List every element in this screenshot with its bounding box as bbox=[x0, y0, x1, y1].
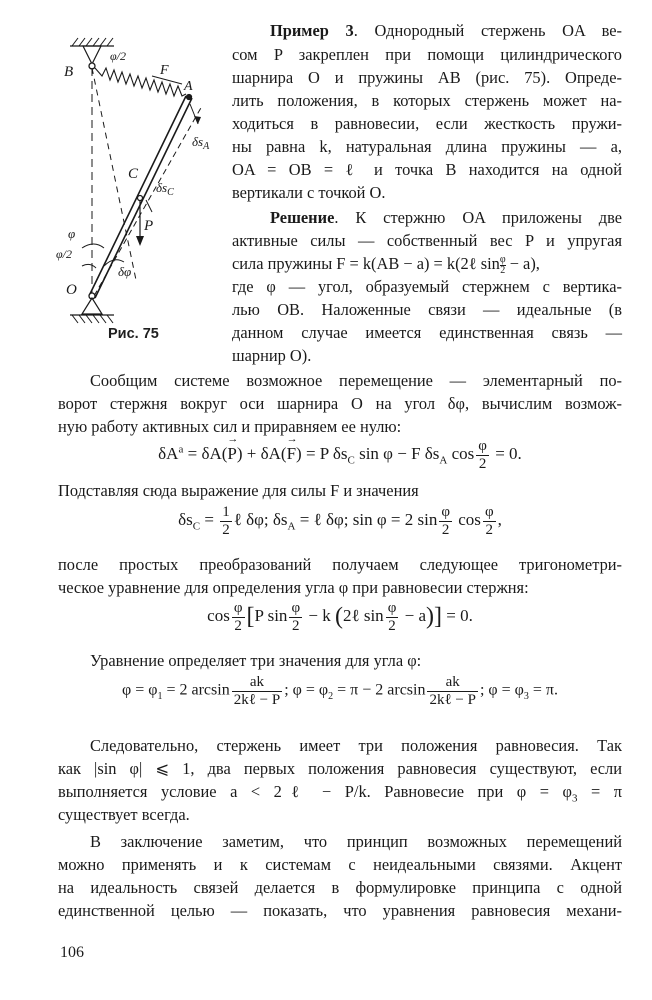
page-number: 106 bbox=[60, 944, 84, 961]
solution-line-2: активные силы — собственный вес P и упругая bbox=[232, 231, 622, 250]
p1-line-3: ную работу активных сил и приравняем ее нулю: bbox=[58, 417, 402, 436]
point-c bbox=[138, 196, 143, 201]
figure-caption: Рис. 75 bbox=[108, 326, 159, 342]
p3-line-1: после простых преобразований получаем следующее тригонометри- bbox=[58, 555, 622, 574]
hinge-o-icon bbox=[82, 298, 102, 314]
ceiling-hatching bbox=[72, 38, 113, 46]
label-o: O bbox=[66, 282, 77, 298]
label-delta-s-c: $\delta s_C$ bbox=[156, 180, 174, 198]
p5-line-3: выполняется условие a < 2ℓ − P/k. Равновесие при $\varphi = \varphi_3 = \pi$ bbox=[58, 782, 622, 805]
example-title: Пример 3 bbox=[270, 21, 354, 40]
delta-sc-arrow bbox=[146, 200, 152, 212]
equation-trig: cos $\frac{\varphi}{2}$ [P sin $\frac{\varphi}{2}$ − k (2ℓ sin $\frac{\varphi}{2}$ − a)] = 0. bbox=[207, 600, 473, 634]
example-line-7: OA = OB = ℓ и точка B находится на одной bbox=[232, 160, 622, 179]
label-phi: φ bbox=[68, 226, 76, 241]
arc-phi bbox=[82, 244, 104, 248]
solution-line-7: шарнир O). bbox=[232, 346, 312, 365]
p5-line-2: как |sin φ| ⩽ 1, два первых положения равновесия существуют, если bbox=[58, 759, 622, 778]
example-line-6: ны равна k, натуральная длина пружины — a, bbox=[232, 137, 622, 156]
p1-line-1: Сообщим системе возможное перемещение — элементарный по- bbox=[90, 371, 622, 390]
label-a: A bbox=[184, 79, 193, 94]
hinge-b-icon bbox=[83, 46, 101, 64]
arc-phi-half-bottom bbox=[82, 264, 96, 268]
example-line-3: шарнира O и пружины AB (рис. 75). Опреде- bbox=[232, 68, 622, 87]
equation-substitutions: $\delta s_C$ = $\frac{1}{2}$ ℓ δφ; $\delta s_A$ = ℓ δφ; sin φ = 2 sin $\frac{\varphi}{2}$ cos $\frac{\varphi}{2}$ , bbox=[178, 504, 502, 538]
spring-ab bbox=[95, 68, 186, 96]
example-line-5: ходиться в равновесии, если жесткость пружи- bbox=[232, 114, 622, 133]
solution-line-3: сила пружины F = k(AB − a) = k(2ℓ sin $\frac{\varphi}{2}$ − a), bbox=[232, 253, 540, 276]
label-p: P bbox=[144, 218, 154, 234]
label-phi-half-bottom: φ/2 bbox=[56, 247, 72, 261]
p3-line-2: ческое уравнение для определения угла φ при равновесии стержня: bbox=[58, 578, 529, 597]
p6-line-3: на идеальность связей делается в формулировке принципа с одной bbox=[58, 878, 622, 897]
p4-line: Уравнение определяет три значения для угла φ: bbox=[90, 651, 422, 670]
figure-75-diagram bbox=[52, 30, 224, 330]
p1-line-2: ворот стержня вокруг оси шарнира O на угол δφ, вычислим возмож- bbox=[58, 394, 622, 413]
equation-virtual-work: $\delta A^a = \delta A(\to P) + \delta A(\to F) = P$ $\delta s_C$ sin φ − F $\delta s_A$ cos $\frac{\varphi}{2}$ = 0. bbox=[58, 438, 622, 472]
example-line-1: Пример 3. Однородный стержень OA ве- bbox=[270, 21, 622, 40]
p5-line-4: существует всегда. bbox=[58, 805, 190, 824]
equation-solutions: $\varphi = \varphi_1 = 2$ arcsin $\frac{ak}{\text{2kℓ − P}}$ ; $\varphi = \varphi_2 = \pi - 2$ arcsin $\frac{ak}{\text{2kℓ − P}}$ ; $\varphi = \varphi_3 = \pi$. bbox=[121, 674, 559, 708]
example-line-4: лить положения, в которых стержень может на- bbox=[232, 91, 622, 110]
p5-line-1: Следовательно, стержень имеет три положения равновесия. Так bbox=[90, 736, 622, 755]
example-line-2: сом P закреплен при помощи цилиндрического bbox=[232, 45, 622, 64]
solution-line-1: Решение. К стержню OA приложены две bbox=[270, 208, 622, 227]
label-delta-s-a: $\delta s_A$ bbox=[192, 134, 210, 152]
label-delta-phi: δφ bbox=[118, 264, 132, 279]
solution-line-5: лью OB. Наложенные связи — идеальные (в bbox=[232, 300, 622, 319]
floor-hatching bbox=[72, 315, 113, 323]
label-f: F bbox=[160, 63, 169, 78]
displaced-rod bbox=[94, 106, 202, 296]
p6-line-2: можно применять и к системам с неидеальными связями. Акцент bbox=[58, 855, 622, 874]
solution-line-4: где φ — угол, образуемый стержнем с вертика- bbox=[232, 277, 622, 296]
label-phi-half-top: φ/2 bbox=[110, 49, 126, 63]
p6-line-1: В заключение заметим, что принцип возможных перемещений bbox=[90, 832, 622, 851]
label-c: C bbox=[128, 166, 139, 182]
solution-title: Решение bbox=[270, 208, 335, 227]
solution-line-6: данном случае имеется единственная связь — bbox=[232, 323, 622, 342]
example-line-8: вертикали с точкой O. bbox=[232, 183, 386, 202]
point-a bbox=[187, 95, 192, 100]
p6-line-4: единственной целью — показать, что уравнения равновесия механи- bbox=[58, 901, 622, 920]
p2-line: Подставляя сюда выражение для силы F и значения bbox=[58, 481, 419, 500]
label-b: B bbox=[64, 64, 74, 80]
